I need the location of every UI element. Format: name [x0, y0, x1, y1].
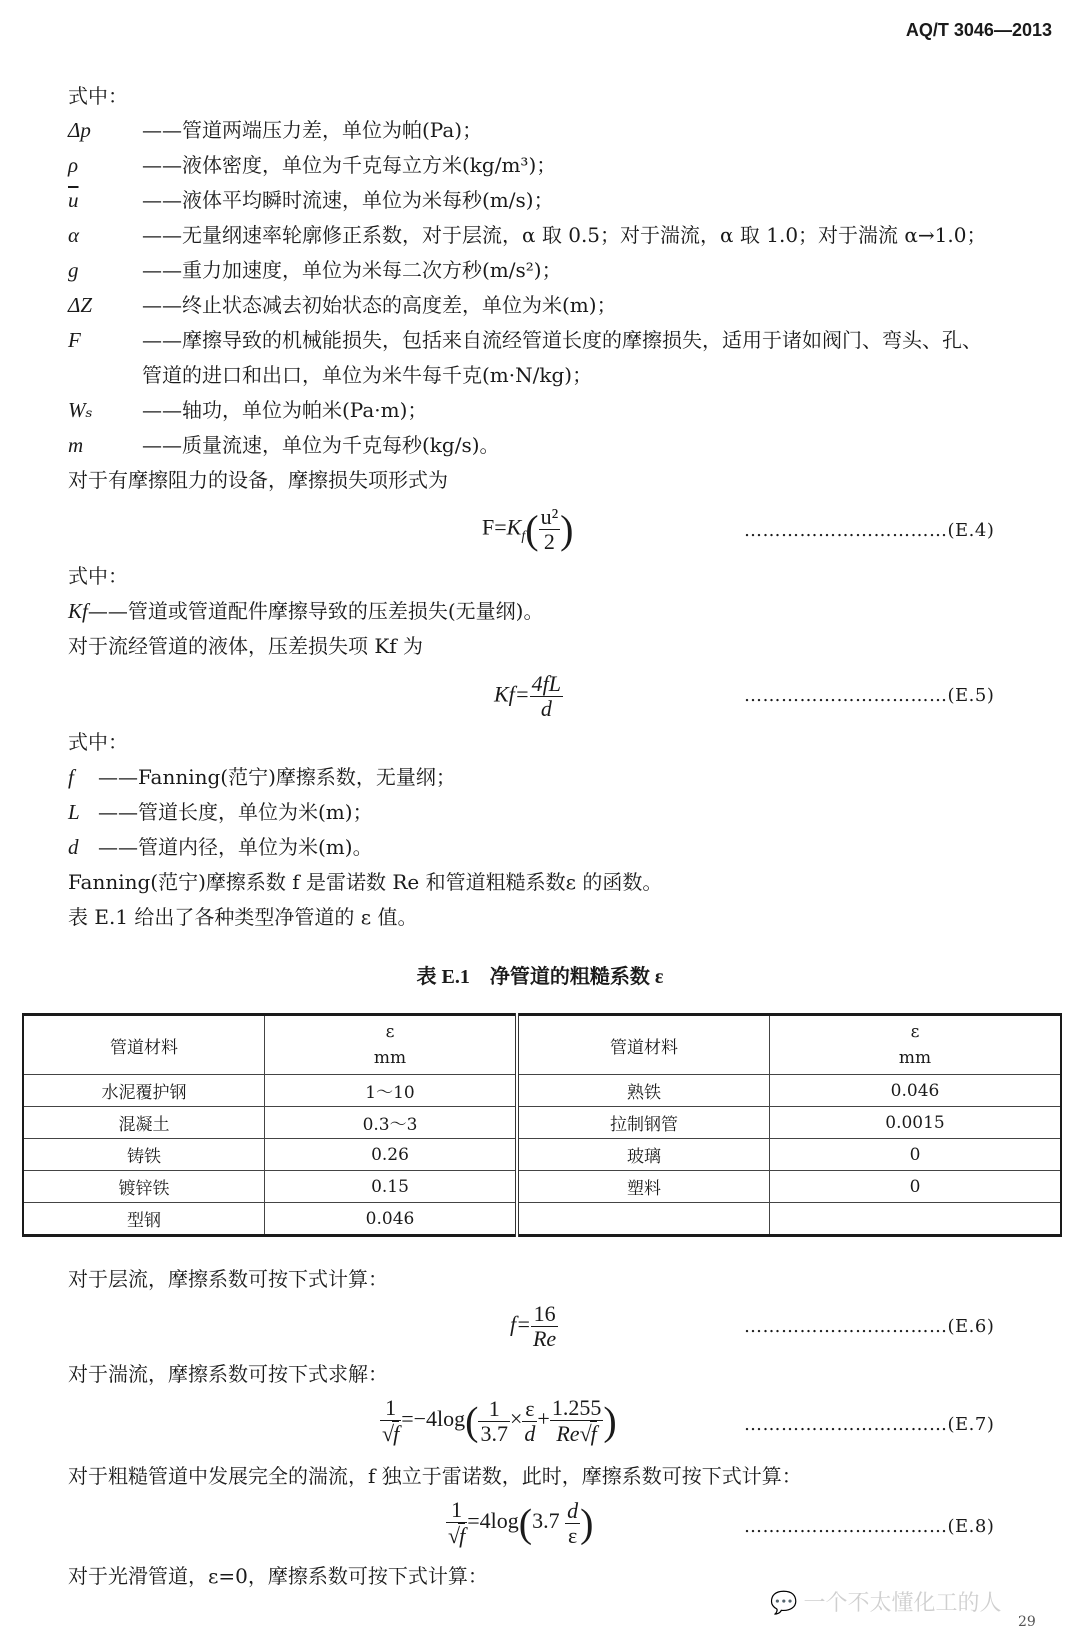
roughness-table	[22, 1013, 1062, 1237]
definition-text: ——摩擦导致的机械能损失，包括来自流经管道长度的摩擦损失，适用于诸如阀门、弯头、孔、	[142, 328, 982, 352]
definition-item	[68, 597, 543, 625]
equation-e7: $\frac{1}{√f}$ =−4log( $\frac{1}{3.7}$ × $\frac{\varepsilon}{d}$ + $\frac{1.255}{Re√f}$ )	[382, 1395, 617, 1446]
definition-symbol: m	[68, 433, 84, 457]
table-cell: 塑料	[517, 1171, 770, 1203]
table-cell: 0	[770, 1171, 1062, 1203]
table-cell	[517, 1203, 770, 1236]
definition-item	[68, 798, 373, 826]
definition-text: ——液体平均瞬时流速，单位为米每秒(m/s)；	[142, 188, 554, 212]
paragraph-rough: 对于粗糙管道中发展完全的湍流，f 独立于雷诺数，此时，摩擦系数可按下式计算：	[68, 1464, 802, 1488]
definition-text: ——终止状态减去初始状态的高度差，单位为米(m)；	[142, 293, 617, 317]
paragraph-fanning: Fanning(范宁)摩擦系数 f 是雷诺数 Re 和管道粗糙系数ε 的函数。	[68, 870, 663, 894]
paragraph-table-ref: 表 E.1 给出了各种类型净管道的 ε 值。	[68, 905, 418, 929]
equation-tag-e8: ……………………………(E.8)	[744, 1516, 995, 1537]
table-header-row	[23, 1015, 1061, 1075]
definition-item	[68, 151, 556, 179]
definition-text: ——无量纲速率轮廓修正系数，对于层流，α 取 0.5；对于湍流，α 取 1.0；对于湍流 α→1.0；	[142, 223, 987, 247]
table-row	[23, 1203, 1061, 1236]
definition-symbol: ρ	[68, 153, 79, 177]
equation-e6: f= $\frac{16}{Re}$	[510, 1301, 557, 1351]
where-label-3: 式中：	[68, 730, 128, 754]
definition-item	[68, 186, 554, 214]
definition-item	[68, 396, 427, 424]
header-epsilon: ε mm	[265, 1015, 518, 1075]
table-cell: 1～10	[265, 1075, 518, 1107]
where-label: 式中：	[68, 84, 128, 108]
table-cell: 熟铁	[517, 1075, 770, 1107]
definition-symbol: g	[68, 258, 79, 282]
standard-code: AQ/T 3046—2013	[905, 20, 1052, 40]
definition-continuation	[142, 361, 592, 389]
definition-item	[68, 116, 482, 144]
definition-text: ——轴功，单位为帕米(Pa·m)；	[142, 398, 428, 422]
definition-text: ——液体密度，单位为千克每立方米(kg/m³)；	[142, 153, 557, 177]
table-row	[23, 1171, 1061, 1203]
wechat-icon: 💬	[770, 1590, 798, 1615]
definition-item	[68, 256, 562, 284]
definition-symbol: d	[68, 835, 79, 859]
table-cell: 0.3～3	[265, 1107, 518, 1139]
table-cell: 镀锌铁	[23, 1171, 265, 1203]
table-row	[23, 1139, 1061, 1171]
equation-e8: $\frac{1}{√f}$ =4log(3.7 $\frac{d}{\varepsilon}$ )	[448, 1497, 594, 1548]
equation-e4: $F=K_f$( $\frac{\text{u²}}{2}$ )	[482, 504, 574, 554]
paragraph-laminar: 对于层流，摩擦系数可按下式计算：	[68, 1267, 388, 1291]
paragraph-smooth: 对于光滑管道，ε=0，摩擦系数可按下式计算：	[68, 1564, 488, 1588]
definition-text: ——Fanning(范宁)摩擦系数，无量纲；	[98, 765, 456, 789]
equation-e5: Kf= $\frac{4fL}{d}$	[494, 671, 561, 721]
definition-symbol: F	[68, 328, 81, 352]
paragraph-pipe-intro: 对于流经管道的液体，压差损失项 Kf 为	[68, 634, 424, 658]
header-epsilon: ε mm	[770, 1015, 1062, 1075]
equation-tag-e7: ……………………………(E.7)	[744, 1414, 995, 1435]
table-cell	[770, 1203, 1062, 1236]
definition-text: 管道的进口和出口，单位为米牛每千克(m·N/kg)；	[142, 363, 593, 387]
table-cell: 混凝土	[23, 1107, 265, 1139]
equation-tag-e5: ……………………………(E.5)	[744, 685, 995, 706]
page-number: 29	[1018, 1614, 1036, 1630]
table-cell: 0.046	[265, 1203, 518, 1236]
definition-text: ——重力加速度，单位为米每二次方秒(m/s²)；	[142, 258, 562, 282]
definition-symbol: ΔZ	[68, 293, 93, 317]
definition-symbol: Wₛ	[68, 398, 93, 422]
equation-tag-e4: ……………………………(E.4)	[744, 520, 995, 541]
table-caption: 表 E.1 净管道的粗糙系数 ε	[416, 966, 664, 988]
table-cell: 0.26	[265, 1139, 518, 1171]
table-cell: 铸铁	[23, 1139, 265, 1171]
watermark: 💬 一个不太懂化工的人	[770, 1590, 1002, 1615]
definition-text: ——管道或管道配件摩擦导致的压差损失(无量纲)。	[87, 599, 544, 623]
definition-symbol: f	[68, 765, 74, 789]
definition-text: ——管道长度，单位为米(m)；	[98, 800, 373, 824]
definition-symbol: α	[68, 223, 80, 247]
table-cell: 0	[770, 1139, 1062, 1171]
table-cell: 0.15	[265, 1171, 518, 1203]
definition-symbol: Δp	[68, 118, 91, 142]
definition-text: ——管道内径，单位为米(m)。	[98, 835, 373, 859]
table-cell: 玻璃	[517, 1139, 770, 1171]
definition-text: ——质量流速，单位为千克每秒(kg/s)。	[142, 433, 500, 457]
header-material: 管道材料	[517, 1015, 770, 1075]
definition-item	[68, 221, 986, 249]
table-cell: 0.0015	[770, 1107, 1062, 1139]
table-row	[23, 1075, 1061, 1107]
where-label-2: 式中：	[68, 564, 128, 588]
definition-symbol: Kf	[68, 599, 88, 623]
paragraph-turbulent: 对于湍流，摩擦系数可按下式求解：	[68, 1362, 388, 1386]
header-material: 管道材料	[23, 1015, 265, 1075]
table-cell: 水泥覆护钢	[23, 1075, 265, 1107]
table-row	[23, 1107, 1061, 1139]
definition-item	[68, 326, 982, 354]
table-cell: 0.046	[770, 1075, 1062, 1107]
table-cell: 型钢	[23, 1203, 265, 1236]
definition-symbol: L	[68, 800, 80, 824]
definition-item	[68, 833, 373, 861]
definition-symbol: $\overline{u}$	[68, 188, 79, 212]
definition-item	[68, 291, 617, 319]
definition-item	[68, 431, 500, 459]
equation-tag-e6: ……………………………(E.6)	[744, 1316, 995, 1337]
definition-text: ——管道两端压力差，单位为帕(Pa)；	[142, 118, 483, 142]
definition-item	[68, 763, 456, 791]
table-cell: 拉制钢管	[517, 1107, 770, 1139]
paragraph-friction-intro: 对于有摩擦阻力的设备，摩擦损失项形式为	[68, 468, 448, 492]
